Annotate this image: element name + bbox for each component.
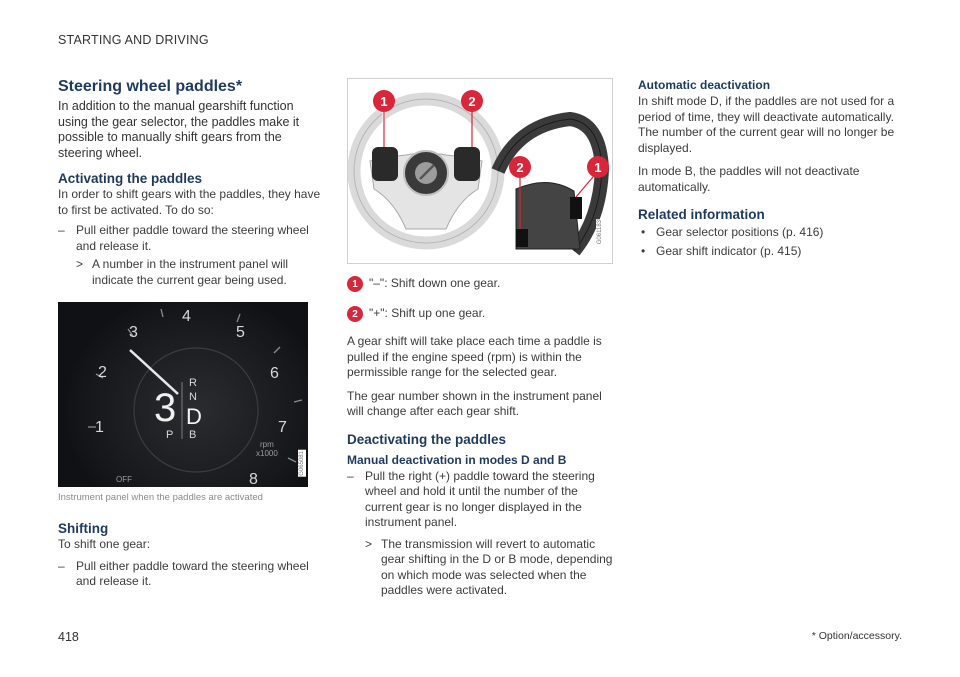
cluster-caption: Instrument panel when the paddles are activated bbox=[58, 492, 263, 503]
dial-number: 3 bbox=[129, 324, 138, 341]
rpm-scale: x1000 bbox=[256, 449, 278, 458]
middle-column bbox=[347, 78, 613, 607]
current-gear: 3 bbox=[154, 386, 177, 430]
rpm-label: rpm bbox=[260, 440, 274, 449]
dial-number: 6 bbox=[270, 365, 279, 382]
callout-1-label: 1 bbox=[380, 94, 388, 109]
activating-step: – Pull either paddle toward the steering wheel and release it. bbox=[58, 223, 322, 254]
steering-wheel-image bbox=[348, 79, 612, 263]
shifting-step: – Pull either paddle toward the steering wheel and release it. bbox=[58, 559, 322, 590]
shifting-heading: Shifting bbox=[58, 521, 109, 536]
dial-number: 2 bbox=[98, 364, 107, 381]
left-column bbox=[58, 78, 322, 593]
cluster-image-id: G065081 bbox=[299, 451, 305, 476]
activating-heading: Activating the paddles bbox=[58, 171, 203, 186]
manual-deactivation-result: > The transmission will revert to automatic gear shifting in the D or B mode, depending on which mode was selected when the paddles were activated. bbox=[347, 537, 613, 599]
gear-letter-n: N bbox=[189, 391, 197, 403]
related-link-gear-shift-indicator[interactable]: • Gear shift indicator (p. 415) bbox=[638, 244, 904, 260]
gear-letter-d: D bbox=[186, 404, 202, 429]
callout-1-label: 1 bbox=[594, 160, 602, 175]
auto-deactivation-text-1: In shift mode D, if the paddles are not used for a period of time, they will deactivate automatically. The number of the current gear will no longer be displayed. bbox=[638, 94, 895, 155]
callout-2-label: 2 bbox=[516, 160, 524, 175]
gear-letter-b: B bbox=[189, 429, 197, 441]
dial-number: 5 bbox=[236, 324, 245, 341]
running-header: STARTING AND DRIVING bbox=[58, 33, 209, 47]
gear-number-paragraph: The gear number shown in the instrument panel will change after each gear shift. bbox=[347, 388, 602, 418]
activating-text: In order to shift gears with the paddles, they have to first be activated. To do so: bbox=[58, 187, 321, 217]
callout-1-description bbox=[347, 276, 613, 292]
off-label: OFF bbox=[116, 475, 132, 484]
gear-letter-r: R bbox=[189, 377, 197, 389]
footnote-option: * Option/accessory. bbox=[811, 630, 902, 642]
callout-1-text: "–": Shift down one gear. bbox=[369, 276, 501, 290]
auto-deactivation-text-2: In mode B, the paddles will not deactivate automatically. bbox=[638, 164, 860, 194]
gear-letter-p: P bbox=[166, 429, 174, 441]
related-information-heading: Related information bbox=[638, 207, 765, 222]
instrument-cluster-image bbox=[58, 302, 308, 487]
steering-wheel-figure bbox=[347, 78, 613, 264]
instrument-cluster-figure bbox=[58, 302, 308, 487]
callout-2-badge: 2 bbox=[347, 306, 363, 322]
dial-number: 7 bbox=[278, 419, 287, 436]
auto-deactivation-heading: Automatic deactivation bbox=[638, 78, 771, 92]
related-link-gear-selector[interactable]: • Gear selector positions (p. 416) bbox=[638, 225, 904, 241]
page-title: Steering wheel paddles* bbox=[58, 78, 243, 95]
callout-2-label: 2 bbox=[468, 94, 476, 109]
manual-deactivation-step: – Pull the right (+) paddle toward the steering wheel and hold it until the number of the current gear is no longer displayed in the instrument panel. bbox=[347, 469, 613, 531]
wheel-image-id: G061183 bbox=[597, 220, 603, 245]
page-number: 418 bbox=[58, 630, 79, 644]
callout-2-description bbox=[347, 306, 613, 322]
intro-text: In addition to the manual gearshift function using the gear selector, the paddles make it possible to manually shift gears from the steering wheel. bbox=[58, 99, 300, 160]
shift-paragraph: A gear shift will take place each time a paddle is pulled if the engine speed (rpm) is within the permissible range for the selected gear. bbox=[347, 334, 602, 379]
callout-2-text: "+": Shift up one gear. bbox=[369, 306, 486, 320]
shifting-text: To shift one gear: bbox=[58, 537, 151, 551]
deactivating-heading: Deactivating the paddles bbox=[347, 431, 507, 447]
dial-number: 8 bbox=[249, 471, 258, 487]
manual-deactivation-heading: Manual deactivation in modes D and B bbox=[347, 452, 567, 467]
dial-number: 1 bbox=[95, 419, 104, 436]
callout-1-badge: 1 bbox=[347, 276, 363, 292]
activating-result: > A number in the instrument panel will indicate the current gear being used. bbox=[58, 257, 322, 288]
dial-number: 4 bbox=[182, 308, 191, 325]
right-column bbox=[638, 78, 904, 262]
